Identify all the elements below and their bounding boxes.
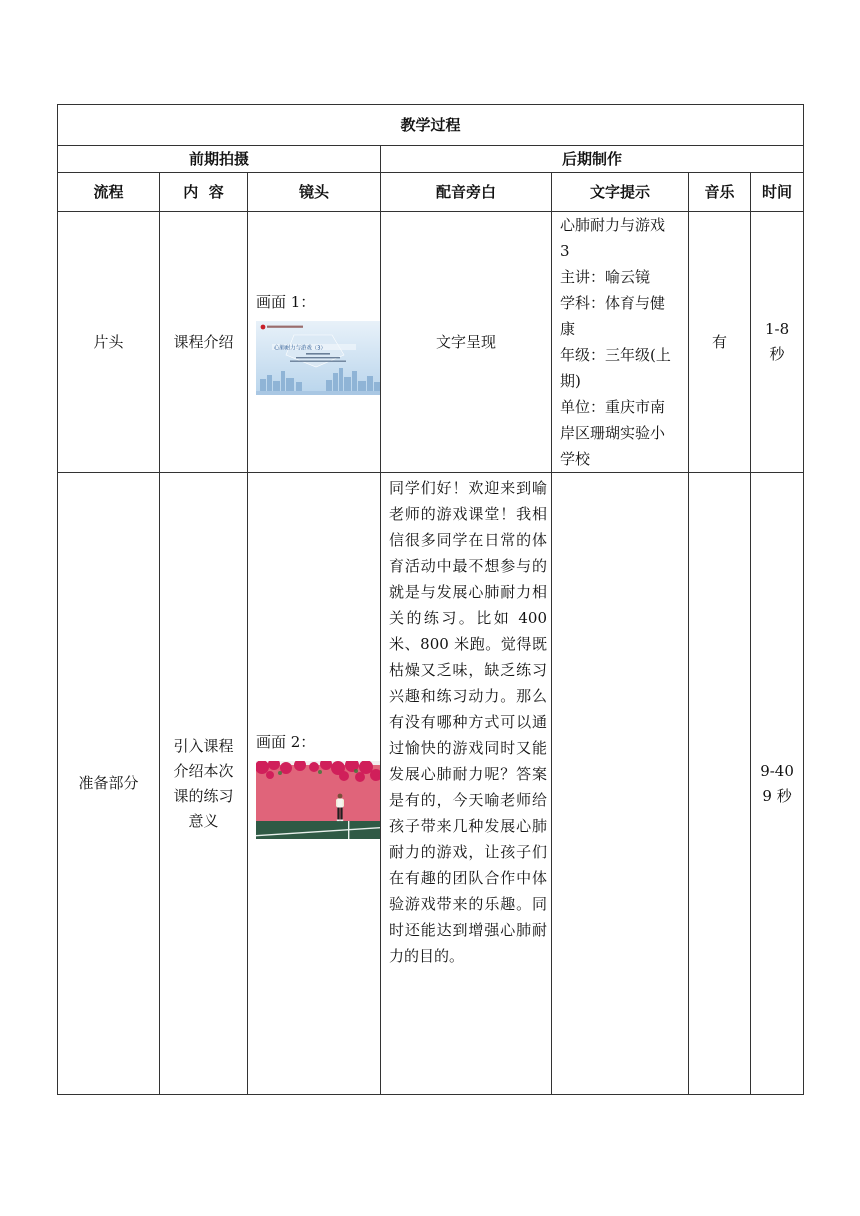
lens-cell [248,212,381,473]
flow-cell: 片头 [58,212,160,473]
text-tip-line: 岸区珊瑚实验小 [560,424,666,442]
music-cell: 有 [689,212,751,473]
text-tip-line: 3 [560,242,570,260]
music-cell [689,473,751,1095]
column-header-lens: 镜头 [248,173,381,212]
time-line: 9-40 [760,761,794,780]
thumb-title-text: 心肺耐力与游戏（3） [274,345,326,352]
content-cell: 课程介绍 [160,212,248,473]
time-line: 9 秒 [762,786,792,805]
text-tip-cell [552,473,689,1095]
text-tip-cell [552,212,689,473]
group-header-post-production: 后期制作 [381,146,804,173]
lens-cell [248,473,381,1095]
time-line: 1-8 [764,320,790,338]
text-tip-line: 年级：三年级(上 [560,346,671,364]
column-header-text-tip: 文字提示 [552,173,689,212]
time-line: 秒 [769,345,785,363]
flow-cell: 准备部分 [58,473,160,1095]
table-title: 教学过程 [58,105,804,146]
group-header-pre-production: 前期拍摄 [58,146,381,173]
narration-cell: 同学们好！欢迎来到喻老师的游戏课堂！我相信很多同学在日常的体育活动中最不想参与的就是与发展心肺耐力相关的练习。比如 400 米、800 米跑。觉得既枯燥又乏味，缺乏练习兴趣和练习动力。那么有没有哪种方式可以通过愉快的游戏同时又能发展心肺耐力呢？答案是有的，今天喻老师给孩子带来几种发展心肺耐力的游戏，让孩子们在有趣的团队合作中体验游戏带来的乐趣。同时还能达到增强心肺耐力的目的。 [381,473,552,1095]
narration-cell: 文字呈现 [381,212,552,473]
column-header-time: 时间 [751,173,804,212]
content-line: 引入课程 [173,736,234,755]
text-tip-line: 学科：体育与健 [560,294,666,312]
lens-label: 画面 2： [256,732,316,751]
content-line: 课的练习 [173,786,234,805]
column-header-music: 音乐 [689,173,751,212]
column-header-content: 内 容 [160,173,248,212]
time-cell [751,473,804,1095]
table-row [58,212,804,473]
table-row [58,473,804,1095]
teaching-process-table [57,104,804,1095]
text-tip-line: 康 [560,320,576,338]
content-cell [160,473,248,1095]
teacher-photo-image [256,761,380,839]
lens-label: 画面 1： [256,293,316,311]
intro-title-screen-image [256,321,380,395]
text-tip-line: 学校 [560,450,591,468]
text-tip-line: 心肺耐力与游戏 [560,216,666,234]
column-header-narration: 配音旁白 [381,173,552,212]
text-tip-line: 期) [560,372,581,390]
text-tip-line: 主讲：喻云镜 [560,268,651,286]
column-header-flow: 流程 [58,173,160,212]
content-line: 意义 [188,811,219,830]
time-cell [751,212,804,473]
text-tip-line: 单位：重庆市南 [560,398,666,416]
content-line: 介绍本次 [173,761,234,780]
